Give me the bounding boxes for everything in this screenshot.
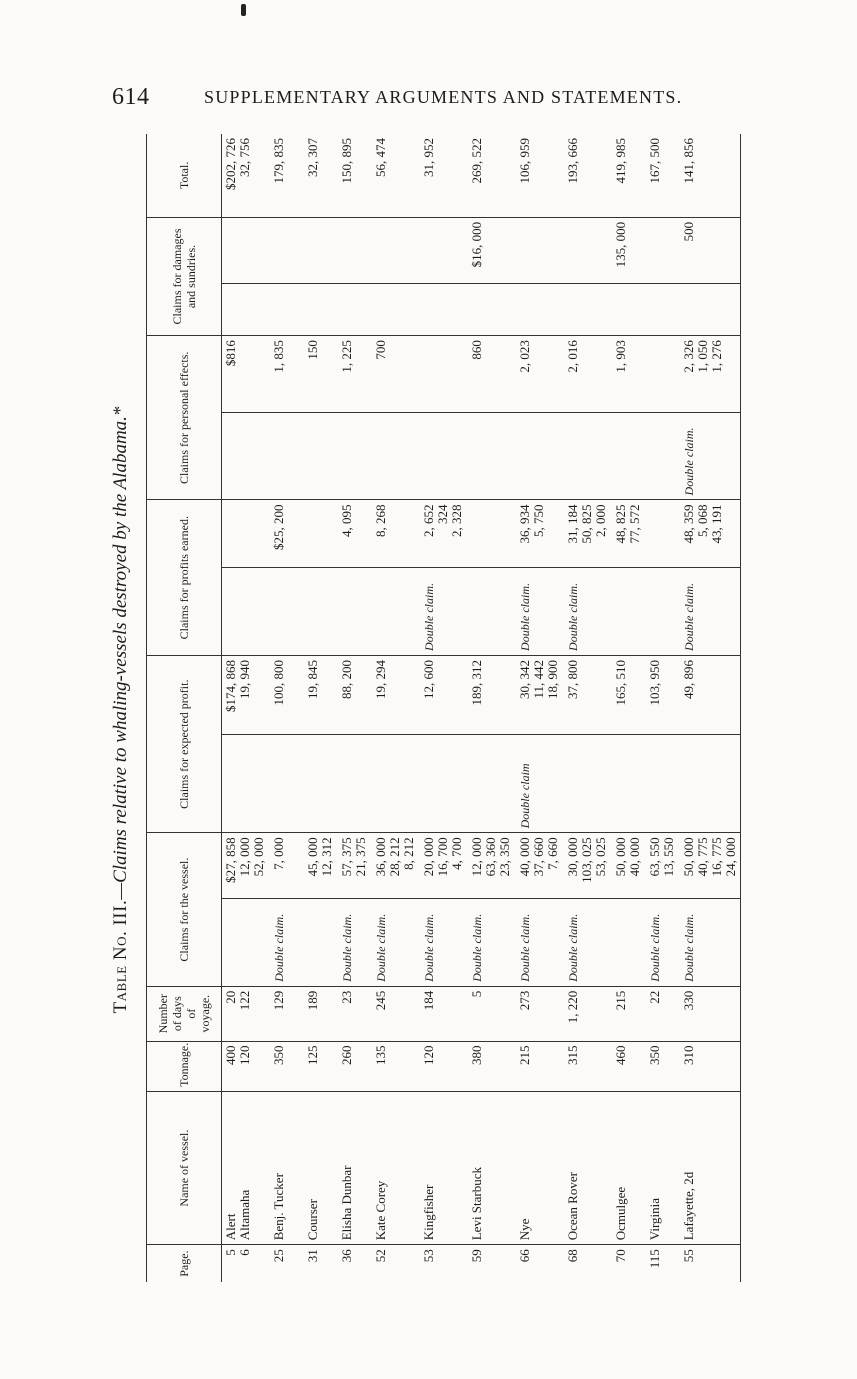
row-vessel-name: Alert Altamaha	[222, 1091, 271, 1244]
row-personal-effects: 1, 225	[338, 336, 372, 413]
row-days: 23	[338, 986, 372, 1041]
row-personal-note	[564, 412, 612, 500]
row-vessel-name: Levi Starbuck	[468, 1091, 516, 1244]
table-row	[420, 134, 468, 1282]
row-page: 70	[613, 1249, 628, 1263]
row-vessel-claim: 50, 000 40, 775 16, 775 24, 000	[680, 833, 741, 899]
table-row	[516, 134, 564, 1282]
row-expected-profit: 37, 800	[564, 655, 612, 734]
row-expected-profit: 30, 342 11, 442 18, 900	[516, 655, 564, 734]
row-days: 330	[680, 986, 741, 1041]
row-vessel-claim: 36, 000 28, 212 8, 212	[372, 833, 420, 899]
header-expected: Claims for expected profit.	[147, 655, 222, 832]
row-expected-profit: 189, 312	[468, 655, 516, 734]
row-expected-profit: 88, 200	[338, 655, 372, 734]
row-personal-note	[338, 412, 372, 500]
row-earned-note	[304, 568, 338, 656]
row-personal-effects	[420, 336, 468, 413]
row-damages	[646, 217, 680, 283]
row-damages: 135, 000	[612, 217, 646, 283]
row-expected-note	[222, 734, 271, 833]
row-expected-note	[420, 734, 468, 833]
row-damages	[222, 217, 271, 283]
row-vessel-note: Double claim.	[420, 899, 468, 987]
row-damages: $16, 000	[468, 217, 516, 283]
row-expected-profit: $174, 868 19, 940	[222, 655, 271, 734]
row-total: 193, 666	[564, 134, 612, 217]
row-personal-effects	[646, 336, 680, 413]
row-tonnage: 350	[646, 1041, 680, 1091]
row-profits-earned	[468, 500, 516, 568]
row-vessel-note: Double claim.	[338, 899, 372, 987]
row-personal-note	[372, 412, 420, 500]
row-expected-note	[304, 734, 338, 833]
row-total: 141, 856	[680, 134, 741, 217]
row-vessel-name: Elisha Dunbar	[338, 1091, 372, 1244]
row-profits-earned: 36, 934 5, 750	[516, 500, 564, 568]
row-expected-profit: 12, 600	[420, 655, 468, 734]
row-expected-note	[338, 734, 372, 833]
row-total: 167, 500	[646, 134, 680, 217]
row-earned-note: Double claim.	[564, 568, 612, 656]
row-vessel-note: Double claim.	[680, 899, 741, 987]
row-personal-note	[270, 412, 304, 500]
row-vessel-name: Kate Corey	[372, 1091, 420, 1244]
row-page: 68	[565, 1249, 580, 1263]
row-personal-effects: 700	[372, 336, 420, 413]
row-earned-note	[270, 568, 304, 656]
row-earned-note	[612, 568, 646, 656]
page-number: 614	[112, 84, 150, 110]
row-profits-earned: 48, 825 77, 572	[612, 500, 646, 568]
row-tonnage: 310	[680, 1041, 741, 1091]
table-row	[270, 134, 304, 1282]
row-personal-effects: $816	[222, 336, 271, 413]
running-head	[112, 84, 712, 114]
row-personal-effects: 150	[304, 336, 338, 413]
row-damages	[270, 217, 304, 283]
row-personal-note	[222, 412, 271, 500]
header-vessel: Claims for the vessel.	[147, 833, 222, 986]
table-caption	[110, 130, 138, 1290]
row-vessel-claim: 30, 000 103, 025 53, 025	[564, 833, 612, 899]
row-expected-note: Double claim	[516, 734, 564, 833]
table-row	[468, 134, 516, 1282]
row-damages	[304, 217, 338, 283]
row-expected-note	[372, 734, 420, 833]
row-vessel-note: Double claim.	[270, 899, 304, 987]
row-tonnage: 260	[338, 1041, 372, 1091]
row-tonnage: 350	[270, 1041, 304, 1091]
row-damages-note	[270, 283, 304, 336]
row-personal-note: Double claim.	[680, 412, 741, 500]
row-profits-earned: 8, 268	[372, 500, 420, 568]
row-vessel-claim: 63, 550 13, 550	[646, 833, 680, 899]
row-personal-note	[420, 412, 468, 500]
row-earned-note: Double claim.	[680, 568, 741, 656]
row-page: 55	[681, 1249, 696, 1263]
row-expected-profit: 103, 950	[646, 655, 680, 734]
row-days: 273	[516, 986, 564, 1041]
row-vessel-claim: 45, 000 12, 312	[304, 833, 338, 899]
row-vessel-claim: 50, 000 40, 000	[612, 833, 646, 899]
row-page: 115	[647, 1249, 662, 1269]
row-expected-note	[564, 734, 612, 833]
row-personal-note	[304, 412, 338, 500]
row-profits-earned: $25, 200	[270, 500, 304, 568]
row-vessel-claim: 57, 375 21, 375	[338, 833, 372, 899]
row-days: 184	[420, 986, 468, 1041]
row-total: 419, 985	[612, 134, 646, 217]
header-damages: Claims for damages and sundries.	[147, 217, 222, 335]
header-days: Number of days of voyage.	[147, 986, 222, 1041]
row-expected-note	[680, 734, 741, 833]
row-expected-note	[612, 734, 646, 833]
row-vessel-name: Ocean Rover	[564, 1091, 612, 1244]
row-personal-note	[646, 412, 680, 500]
row-personal-note	[516, 412, 564, 500]
row-tonnage: 125	[304, 1041, 338, 1091]
row-earned-note: Double claim.	[420, 568, 468, 656]
row-expected-profit: 165, 510	[612, 655, 646, 734]
row-profits-earned	[222, 500, 271, 568]
row-expected-profit: 19, 294	[372, 655, 420, 734]
row-total: 150, 895	[338, 134, 372, 217]
row-profits-earned: 48, 359 5, 068 43, 191	[680, 500, 741, 568]
table-row	[222, 134, 271, 1282]
row-expected-profit: 49, 896	[680, 655, 741, 734]
row-total: 269, 522	[468, 134, 516, 217]
row-personal-note	[468, 412, 516, 500]
row-vessel-claim: 20, 000 16, 700 4, 700	[420, 833, 468, 899]
row-damages-note	[338, 283, 372, 336]
table-row	[680, 134, 741, 1282]
header-page: Page.	[147, 1245, 222, 1282]
row-profits-earned: 2, 652 324 2, 328	[420, 500, 468, 568]
row-damages-note	[222, 283, 271, 336]
row-damages-note	[420, 283, 468, 336]
row-damages-note	[680, 283, 741, 336]
table-row	[646, 134, 680, 1282]
row-tonnage: 460	[612, 1041, 646, 1091]
row-damages-note	[646, 283, 680, 336]
row-days: 22	[646, 986, 680, 1041]
row-expected-profit: 19, 845	[304, 655, 338, 734]
row-vessel-claim: 12, 000 63, 360 23, 350	[468, 833, 516, 899]
header-name: Name of vessel.	[147, 1091, 222, 1244]
row-page: 31	[305, 1249, 320, 1263]
row-damages: 500	[680, 217, 741, 283]
row-tonnage: 400 120	[222, 1041, 271, 1091]
row-expected-profit: 100, 800	[270, 655, 304, 734]
row-vessel-note: Double claim.	[372, 899, 420, 987]
row-days: 129	[270, 986, 304, 1041]
row-damages-note	[468, 283, 516, 336]
row-total: 31, 952	[420, 134, 468, 217]
row-expected-note	[646, 734, 680, 833]
row-profits-earned: 31, 184 50, 825 2, 000	[564, 500, 612, 568]
row-damages	[420, 217, 468, 283]
row-earned-note	[372, 568, 420, 656]
row-earned-note	[338, 568, 372, 656]
row-damages	[516, 217, 564, 283]
row-total: 106, 959	[516, 134, 564, 217]
table-row	[612, 134, 646, 1282]
row-page: 53	[421, 1249, 436, 1263]
row-damages	[564, 217, 612, 283]
row-vessel-claim: 7, 000	[270, 833, 304, 899]
row-vessel-note: Double claim.	[646, 899, 680, 987]
row-vessel-name: Virginia	[646, 1091, 680, 1244]
row-vessel-claim: $27, 858 12, 000 52, 000	[222, 833, 271, 899]
table-row	[564, 134, 612, 1282]
row-total: 56, 474	[372, 134, 420, 217]
row-vessel-name: Benj. Tucker	[270, 1091, 304, 1244]
row-page: 25	[271, 1249, 286, 1263]
header-total: Total.	[147, 134, 222, 217]
row-page: 5 6	[223, 1249, 252, 1256]
header-personal: Claims for personal effects.	[147, 336, 222, 500]
row-earned-note	[222, 568, 271, 656]
row-damages-note	[564, 283, 612, 336]
row-damages-note	[612, 283, 646, 336]
row-days: 245	[372, 986, 420, 1041]
row-vessel-note: Double claim.	[564, 899, 612, 987]
row-days: 215	[612, 986, 646, 1041]
row-tonnage: 380	[468, 1041, 516, 1091]
rotated-table-block	[110, 130, 760, 1290]
row-page: 59	[469, 1249, 484, 1263]
claims-table	[146, 134, 741, 1282]
row-vessel-name: Lafayette, 2d	[680, 1091, 741, 1244]
row-tonnage: 135	[372, 1041, 420, 1091]
row-profits-earned	[304, 500, 338, 568]
row-damages-note	[372, 283, 420, 336]
row-page: 36	[339, 1249, 354, 1263]
row-days: 20 122	[222, 986, 271, 1041]
row-days: 5	[468, 986, 516, 1041]
row-earned-note	[646, 568, 680, 656]
row-earned-note	[468, 568, 516, 656]
table-caption-text: —Claims relative to whaling-vessels destroyed by the Alabama.*	[110, 406, 131, 900]
row-expected-note	[468, 734, 516, 833]
row-page: 52	[373, 1249, 388, 1263]
row-damages-note	[516, 283, 564, 336]
row-personal-effects: 2, 016	[564, 336, 612, 413]
row-damages	[372, 217, 420, 283]
row-earned-note: Double claim.	[516, 568, 564, 656]
row-vessel-name: Courser	[304, 1091, 338, 1244]
row-total: $202, 726 32, 756	[222, 134, 271, 217]
row-personal-effects: 2, 326 1, 050 1, 276	[680, 336, 741, 413]
header-tonnage: Tonnage.	[147, 1041, 222, 1091]
table-row	[338, 134, 372, 1282]
row-tonnage: 215	[516, 1041, 564, 1091]
row-vessel-note	[304, 899, 338, 987]
row-profits-earned	[646, 500, 680, 568]
row-vessel-note: Double claim.	[468, 899, 516, 987]
table-caption-prefix: Table No. III.	[110, 899, 131, 1014]
running-title: SUPPLEMENTARY ARGUMENTS AND STATEMENTS.	[204, 87, 683, 107]
row-profits-earned: 4, 095	[338, 500, 372, 568]
row-tonnage: 315	[564, 1041, 612, 1091]
row-vessel-name: Ocmulgee	[612, 1091, 646, 1244]
ink-mark	[241, 4, 246, 16]
row-expected-note	[270, 734, 304, 833]
row-vessel-note	[612, 899, 646, 987]
row-page: 66	[517, 1249, 532, 1263]
row-days: 189	[304, 986, 338, 1041]
row-personal-effects: 1, 835	[270, 336, 304, 413]
row-days: 1, 220	[564, 986, 612, 1041]
header-earned: Claims for profits earned.	[147, 500, 222, 656]
row-total: 179, 835	[270, 134, 304, 217]
row-personal-note	[612, 412, 646, 500]
row-vessel-name: Kingfisher	[420, 1091, 468, 1244]
row-vessel-name: Nye	[516, 1091, 564, 1244]
row-damages-note	[304, 283, 338, 336]
row-vessel-note: Double claim.	[516, 899, 564, 987]
table-row	[372, 134, 420, 1282]
row-total: 32, 307	[304, 134, 338, 217]
row-personal-effects: 2, 023	[516, 336, 564, 413]
table-row	[304, 134, 338, 1282]
row-personal-effects: 860	[468, 336, 516, 413]
row-damages	[338, 217, 372, 283]
row-vessel-note	[222, 899, 271, 987]
row-vessel-claim: 40, 000 37, 660 7, 660	[516, 833, 564, 899]
row-tonnage: 120	[420, 1041, 468, 1091]
row-personal-effects: 1, 903	[612, 336, 646, 413]
